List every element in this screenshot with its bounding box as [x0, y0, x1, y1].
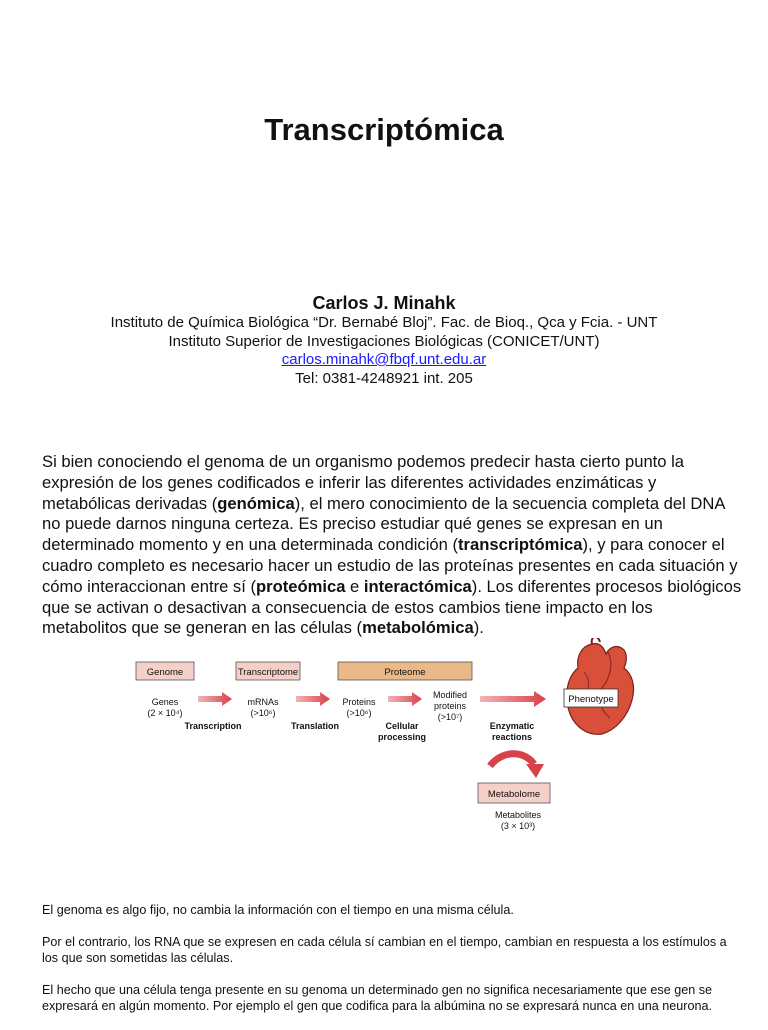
note-paragraph-2: Por el contrario, los RNA que se expresen en cada célula sí cambian en el tiempo, cambian en respuesta a los estímulos a los que son sometidas las células. [42, 935, 727, 965]
metabolome-label: Metabolome [487, 789, 541, 800]
intro-text: ), el mero conocimiento de la secuencia completa del DNA no puede darnos ninguna certeza. Es preciso estudiar qué genes se expresan en un determinado momento y en una determinada condición ( [42, 493, 725, 555]
metabolites-label: Metabolites [494, 810, 542, 820]
transcription-label: Transcription [184, 721, 242, 731]
enzymatic-label-2: reactions [491, 732, 533, 742]
enzymatic-label-1: Enzymatic [489, 721, 535, 731]
transcriptome-label: Transcriptome [237, 667, 299, 678]
intro-text: Si bien conociendo el genoma de un organismo podemos predecir hasta cierto punto la expresión de los genes codificados e inferir las diferentes actividades enzimáticas y metabólicas derivadas ( [42, 452, 685, 513]
metabolites-count: (3 × 10³) [500, 821, 536, 831]
arrow-translation [296, 692, 330, 706]
email-link[interactable]: carlos.minahk@fbqf.unt.edu.ar [281, 351, 487, 368]
cellular-label-2: processing [377, 732, 427, 742]
author-block [0, 292, 768, 388]
modified-count: (>10⁷) [437, 712, 463, 722]
proteins-label: Proteins [342, 697, 376, 707]
proteome-label: Proteome [384, 667, 426, 678]
arrow-processing [388, 692, 422, 706]
mrnas-label: mRNAs [247, 697, 279, 707]
note-paragraph-1: El genoma es algo fijo, no cambia la información con el tiempo en una misma célula. [42, 903, 514, 917]
heart-icon [567, 638, 634, 734]
arrow-to-metabolome [490, 754, 544, 778]
intro-text: e [345, 576, 364, 596]
proteins-count: (>10⁶) [346, 708, 372, 718]
genome-label: Genome [146, 667, 184, 678]
page-title: Transcriptómica [264, 112, 504, 147]
modified-label-1: Modified [432, 690, 468, 700]
arrow-enzymatic [480, 691, 546, 707]
telephone: Tel: 0381-4248921 int. 205 [295, 369, 473, 387]
genes-label: Genes [151, 697, 179, 707]
arrow-transcription [198, 692, 232, 706]
modified-label-2: proteins [433, 701, 467, 711]
translation-label: Translation [290, 721, 340, 731]
term-transcriptomica: transcriptómica [458, 535, 583, 555]
term-interactomica: interactómica [363, 576, 472, 596]
phenotype-label: Phenotype [568, 694, 614, 705]
intro-text: ). Los diferentes procesos biológicos que se activan o desactivan a consecuencia de estos cambios tiene impacto en los metabolitos que se generan en las células ( [42, 576, 742, 638]
term-genomica: genómica [217, 493, 295, 513]
mrnas-count: (>10⁶) [250, 708, 276, 718]
omics-figure [130, 638, 650, 838]
intro-text: ), y para conocer el cuadro completo es necesario hacer un estudio de las proteínas presentes en cada situación y cómo interaccionan entre sí ( [42, 535, 738, 596]
affiliation-line-1: Instituto de Química Biológica “Dr. Bernabé Bloj”. Fac. de Bioq., Qca y Fcia. - UNT [110, 314, 658, 331]
affiliation-line-2: Instituto Superior de Investigaciones Biológicas (CONICET/UNT) [168, 332, 600, 350]
term-metabolomica: metabolómica [362, 618, 474, 638]
term-proteomica: proteómica [255, 576, 346, 596]
intro-text: ). [473, 618, 484, 638]
notes-section [42, 902, 742, 1030]
genes-count: (2 × 10⁴) [147, 708, 183, 718]
note-paragraph-3: El hecho que una célula tenga presente en su genoma un determinado gen no significa necesariamente que ese gen se expresará en algún momento. Por ejemplo el gen que codifica para la albúmina no se expresará nunca en una neurona. [42, 983, 713, 1013]
author-name: Carlos J. Minahk [312, 293, 456, 313]
cellular-label-1: Cellular [385, 721, 419, 731]
intro-paragraph [42, 452, 742, 639]
